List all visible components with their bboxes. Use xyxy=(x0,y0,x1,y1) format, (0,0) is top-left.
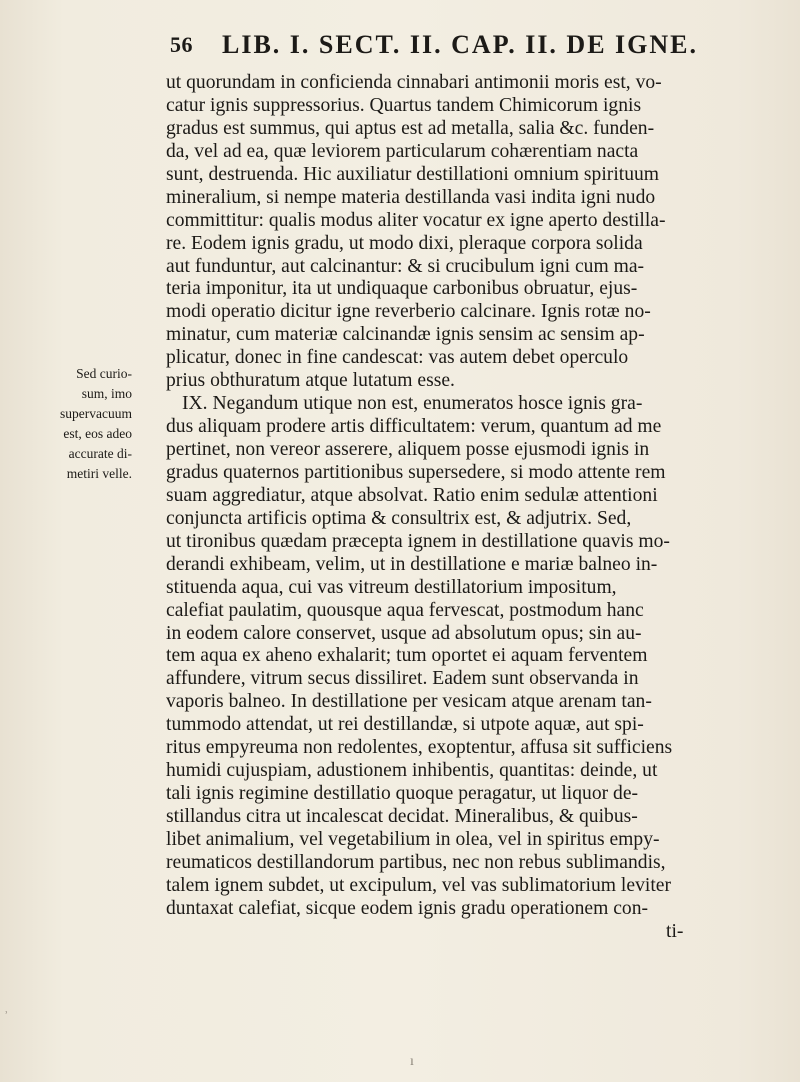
text-line: ut tironibus quædam præcepta ignem in destillatione quavis mo- xyxy=(166,530,670,552)
marginal-note-line: supervacuum xyxy=(60,406,132,421)
text-line: re. Eodem ignis gradu, ut modo dixi, pleraque corpora solida xyxy=(166,232,643,254)
text-line: sunt, destruenda. Hic auxiliatur destillationi omnium spirituum xyxy=(166,163,660,185)
text-line: in eodem calore conservet, usque ad absolutum opus; sin au- xyxy=(166,622,642,644)
text-line: tali ignis regimine destillatio quoque peragatur, ut liquor de- xyxy=(166,783,639,805)
catchword: ti- xyxy=(666,920,684,942)
text-line: gradus est summus, qui aptus est ad metalla, salia &c. funden- xyxy=(166,117,655,139)
text-line: talem ignem subdet, ut excipulum, vel vas sublimatorium leviter xyxy=(166,874,671,896)
marginal-note-line: metiri velle. xyxy=(66,466,132,481)
text-line: dus aliquam prodere artis difficultatem: verum, quantum ad me xyxy=(166,416,662,438)
section-start-line: IX. Negandum utique non est, enumeratos hosce ignis gra- xyxy=(182,393,643,415)
text-line: ritus empyreuma non redolentes, exoptentur, affusa sit sufficiens xyxy=(166,737,673,759)
marginal-note-line: Sed curio- xyxy=(76,366,132,381)
text-line: tummodo attendat, ut rei destillandæ, si utpote aquæ, aut spi- xyxy=(166,714,644,736)
page-speck: ʾ xyxy=(4,1010,9,1025)
page-header xyxy=(170,30,699,64)
text-line: minatur, cum materiæ calcinandæ ignis sensim ac sensim ap- xyxy=(166,324,645,346)
text-line: mineralium, si nempe materia destillanda vasi indita igni nudo xyxy=(166,186,656,208)
body-text xyxy=(166,72,726,944)
text-line: catur ignis suppressorius. Quartus tandem Chimicorum ignis xyxy=(166,94,642,116)
text-line: modi operatio dicitur igne reverberio calcinare. Ignis rotæ no- xyxy=(166,301,651,323)
text-line: plicatur, donec in fine candescat: vas autem debet operculo xyxy=(166,347,629,369)
text-line: vaporis balneo. In destillatione per vesicam atque arenam tan- xyxy=(166,691,652,713)
marginal-note-line: accurate di- xyxy=(68,446,132,461)
text-line: pertinet, non vereor asserere, aliquem posse ejusmodi ignis in xyxy=(166,439,650,460)
marginal-note-line: sum, imo xyxy=(81,386,132,401)
text-line: libet animalium, vel vegetabilium in olea, vel in spiritus empy- xyxy=(166,828,660,850)
text-line: da, vel ad ea, quæ leviorem particularum cohærentiam nacta xyxy=(166,140,639,162)
running-head: LIB. I. SECT. II. CAP. II. DE IGNE. xyxy=(222,30,699,59)
marginal-note xyxy=(12,364,132,484)
marginal-note-line: est, eos adeo xyxy=(63,426,132,441)
text-line: derandi exhibeam, velim, ut in destillatione e mariæ balneo in- xyxy=(166,553,658,575)
text-line: aut funduntur, aut calcinantur: & si crucibulum igni cum ma- xyxy=(166,255,645,277)
page-speck: ı xyxy=(410,1054,414,1069)
text-line: stituenda aqua, cui vas vitreum destillatorium impositum, xyxy=(166,576,617,598)
text-line: humidi cujuspiam, adustionem inhibentis, quantitas: deinde, ut xyxy=(166,760,658,782)
page-number: 56 xyxy=(170,32,193,57)
text-line: conjuncta artificis optima & consultrix est, & adjutrix. Sed, xyxy=(166,507,632,529)
text-line: affundere, vitrum secus dissiliret. Eadem sunt observanda in xyxy=(166,668,639,690)
text-line: suam aggrediatur, atque absolvat. Ratio enim sedulæ attentioni xyxy=(166,484,658,506)
text-line: duntaxat calefiat, sicque eodem ignis gradu operationem con- xyxy=(166,897,649,919)
text-line: teria imponitur, ita ut undiquaque carbonibus obruatur, ejus- xyxy=(166,278,638,300)
text-line: reumaticos destillandorum partibus, nec non rebus sublimandis, xyxy=(166,851,666,873)
text-line: tem aqua ex aheno exhalarit; tum oportet ei aquam ferventem xyxy=(166,645,648,667)
text-line: calefiat paulatim, quousque aqua fervescat, postmodum hanc xyxy=(166,599,644,621)
text-line: gradus quaternos partitionibus supersedere, si modo attente rem xyxy=(166,461,666,483)
text-line: stillandus citra ut incalescat decidat. Mineralibus, & quibus- xyxy=(166,806,638,827)
text-line: ut quorundam in conficienda cinnabari antimonii moris est, vo- xyxy=(166,72,662,93)
text-line: prius obthuratum atque lutatum esse. xyxy=(166,370,455,392)
text-line: committitur: qualis modus aliter vocatur ex igne aperto destilla- xyxy=(166,209,666,231)
